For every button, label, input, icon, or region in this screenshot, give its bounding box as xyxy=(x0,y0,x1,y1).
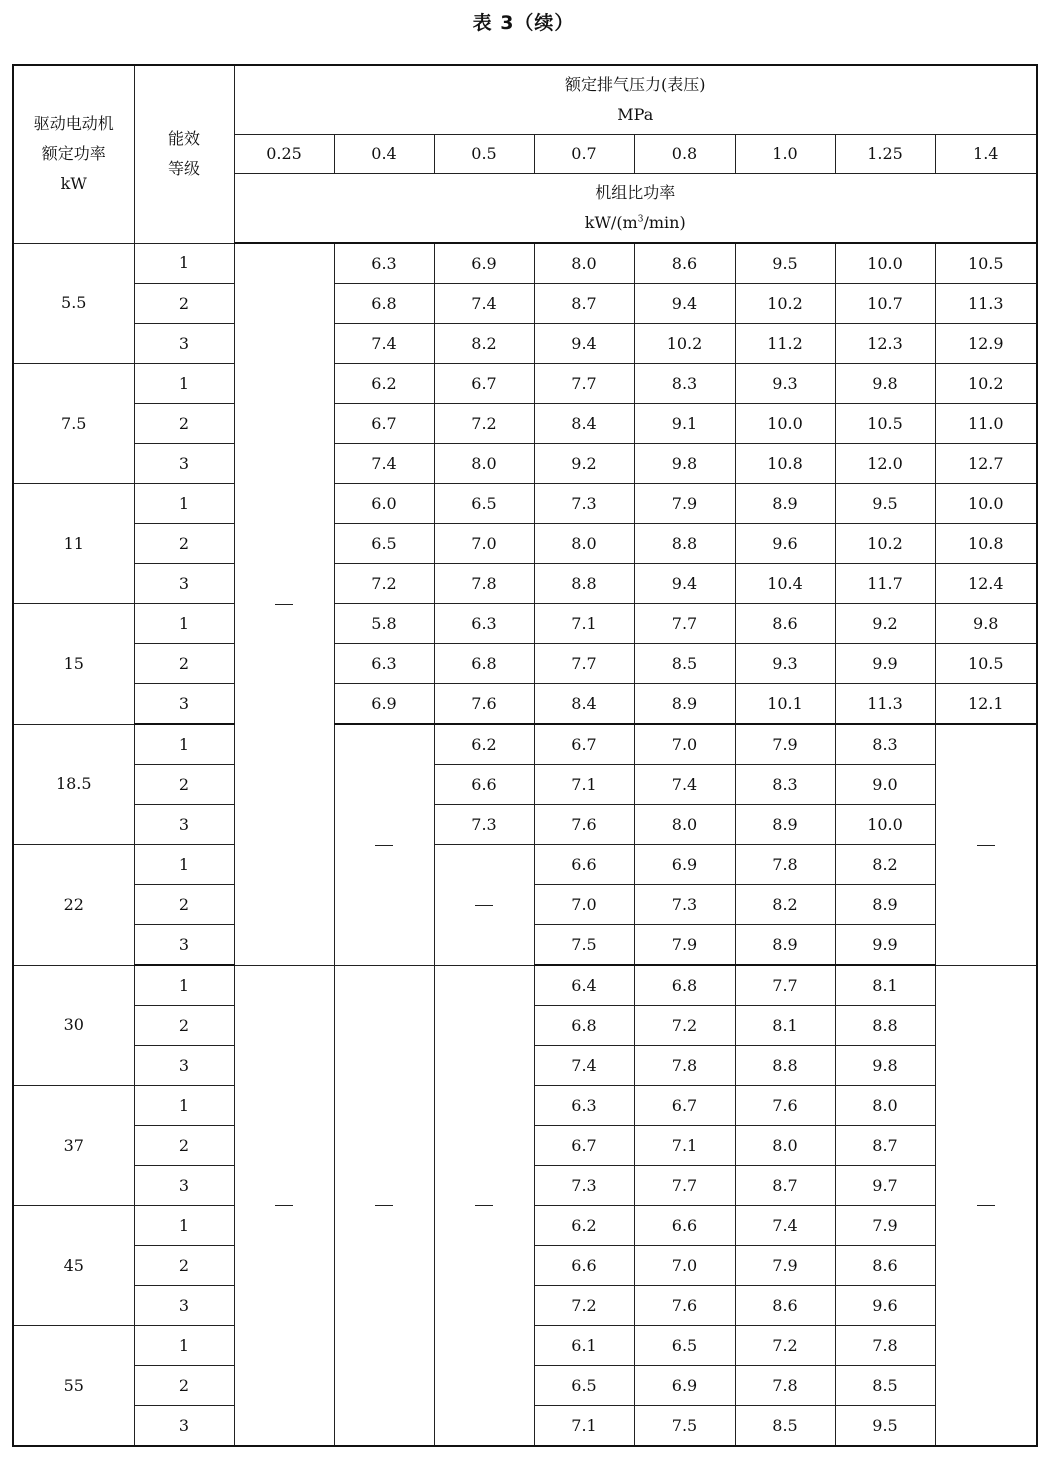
specific-power-value: 7.2 xyxy=(534,1286,634,1326)
specific-power-value: 6.3 xyxy=(534,1086,634,1126)
specific-power-value: 8.9 xyxy=(735,805,835,845)
specific-power-value: 8.7 xyxy=(735,1166,835,1206)
table-row xyxy=(13,524,1037,564)
specific-power-value: 6.5 xyxy=(434,484,534,524)
specific-power-value: 10.5 xyxy=(935,243,1037,284)
specific-power-value: 8.3 xyxy=(835,724,935,765)
not-applicable-cell xyxy=(434,845,534,966)
specific-power-value: 9.9 xyxy=(835,644,935,684)
dash-mark xyxy=(275,1205,293,1206)
table-row xyxy=(13,324,1037,364)
grade-cell: 3 xyxy=(134,925,234,966)
specific-power-value: 8.8 xyxy=(634,524,735,564)
pressure-column-header: 1.4 xyxy=(935,135,1037,174)
specific-power-value: 8.6 xyxy=(735,1286,835,1326)
specific-power-value: 10.1 xyxy=(735,684,835,725)
specific-power-value: 8.2 xyxy=(735,885,835,925)
specific-power-value: 8.8 xyxy=(735,1046,835,1086)
specific-power-value: 10.8 xyxy=(935,524,1037,564)
specific-power-value: 7.9 xyxy=(735,724,835,765)
pressure-column-header: 0.8 xyxy=(634,135,735,174)
specific-power-value: 12.9 xyxy=(935,324,1037,364)
grade-cell: 3 xyxy=(134,1286,234,1326)
specific-power-value: 8.1 xyxy=(735,1006,835,1046)
specific-power-value: 6.1 xyxy=(534,1326,634,1366)
motor-power-cell: 45 xyxy=(13,1206,134,1326)
specific-power-value: 8.5 xyxy=(835,1366,935,1406)
table-row xyxy=(13,604,1037,644)
dash-mark xyxy=(977,1205,995,1206)
specific-power-value: 6.7 xyxy=(334,404,434,444)
specific-power-value: 8.0 xyxy=(634,805,735,845)
dash-mark xyxy=(375,1205,393,1206)
specific-power-value: 10.0 xyxy=(735,404,835,444)
specific-power-value: 9.5 xyxy=(735,243,835,284)
specific-power-value: 7.4 xyxy=(334,444,434,484)
specific-power-value: 7.4 xyxy=(434,284,534,324)
pressure-column-header: 0.7 xyxy=(534,135,634,174)
table-row xyxy=(13,765,1037,805)
specific-power-value: 9.8 xyxy=(835,364,935,404)
specific-power-value: 6.3 xyxy=(334,644,434,684)
specific-power-value: 8.6 xyxy=(735,604,835,644)
grade-cell: 1 xyxy=(134,965,234,1006)
specific-power-value: 8.0 xyxy=(534,524,634,564)
not-applicable-cell xyxy=(234,965,334,1446)
pressure-column-header: 0.5 xyxy=(434,135,534,174)
table-row xyxy=(13,284,1037,324)
grade-cell: 1 xyxy=(134,364,234,404)
specific-power-unit: $kW/(m^3/\min)$ xyxy=(584,213,686,232)
specific-power-value: 6.6 xyxy=(534,1246,634,1286)
specific-power-value: 12.4 xyxy=(935,564,1037,604)
specific-power-value: 6.8 xyxy=(534,1006,634,1046)
specific-power-value: 8.7 xyxy=(534,284,634,324)
specific-power-value: 7.4 xyxy=(634,765,735,805)
specific-power-value: 9.2 xyxy=(534,444,634,484)
specific-power-value: 8.9 xyxy=(634,684,735,725)
table-row xyxy=(13,644,1037,684)
specific-power-value: 6.7 xyxy=(534,1126,634,1166)
specific-power-value: 8.9 xyxy=(835,885,935,925)
not-applicable-cell xyxy=(434,965,534,1446)
specific-power-value: 10.2 xyxy=(835,524,935,564)
specific-power-value: 8.4 xyxy=(534,404,634,444)
grade-cell: 2 xyxy=(134,1366,234,1406)
grade-cell: 2 xyxy=(134,885,234,925)
grade-cell: 2 xyxy=(134,524,234,564)
specific-power-value: 10.0 xyxy=(835,243,935,284)
specific-power-value: 7.0 xyxy=(634,1246,735,1286)
specific-power-value: 8.0 xyxy=(434,444,534,484)
pressure-column-header: 0.4 xyxy=(334,135,434,174)
specific-power-value: 6.2 xyxy=(434,724,534,765)
pressure-column-header: 0.25 xyxy=(234,135,334,174)
specific-power-value: 7.4 xyxy=(334,324,434,364)
specific-power-value: 7.2 xyxy=(634,1006,735,1046)
specific-power-value: 7.4 xyxy=(735,1206,835,1246)
specific-power-value: 11.2 xyxy=(735,324,835,364)
pressure-header-unit: MPa xyxy=(617,105,654,124)
specific-power-value: 9.8 xyxy=(935,604,1037,644)
specific-power-value: 8.9 xyxy=(735,925,835,966)
grade-cell: 2 xyxy=(134,765,234,805)
specific-power-value: 7.9 xyxy=(735,1246,835,1286)
specific-power-value: 8.8 xyxy=(835,1006,935,1046)
specific-power-value: 9.8 xyxy=(634,444,735,484)
specific-power-value: 7.4 xyxy=(534,1046,634,1086)
not-applicable-cell xyxy=(234,243,334,965)
grade-cell: 3 xyxy=(134,324,234,364)
grade-cell: 3 xyxy=(134,564,234,604)
specific-power-value: 10.5 xyxy=(835,404,935,444)
specific-power-value: 7.8 xyxy=(735,1366,835,1406)
specific-power-value: 7.1 xyxy=(534,1406,634,1447)
specific-power-value: 7.6 xyxy=(434,684,534,725)
specific-power-value: 10.7 xyxy=(835,284,935,324)
specific-power-value: 7.9 xyxy=(835,1206,935,1246)
specific-power-value: 7.3 xyxy=(434,805,534,845)
grade-cell: 1 xyxy=(134,243,234,284)
specific-power-value: 7.9 xyxy=(634,925,735,966)
grade-cell: 2 xyxy=(134,1126,234,1166)
motor-power-cell: 5.5 xyxy=(13,243,134,364)
specific-power-value: 7.0 xyxy=(534,885,634,925)
power-header xyxy=(13,65,134,243)
specific-power-value: 6.5 xyxy=(534,1366,634,1406)
grade-cell: 1 xyxy=(134,1206,234,1246)
grade-cell: 3 xyxy=(134,1166,234,1206)
specific-power-value: 10.5 xyxy=(935,644,1037,684)
specific-power-value: 9.8 xyxy=(835,1046,935,1086)
specific-power-value: 7.1 xyxy=(534,765,634,805)
specific-power-label: 机组比功率 xyxy=(595,182,676,202)
table-row xyxy=(13,243,1037,284)
table-row xyxy=(13,364,1037,404)
dash-mark xyxy=(475,1205,493,1206)
specific-power-value: 10.0 xyxy=(935,484,1037,524)
not-applicable-cell xyxy=(334,965,434,1446)
specific-power-value: 9.2 xyxy=(835,604,935,644)
specific-power-value: 6.9 xyxy=(434,243,534,284)
specific-power-value: 12.1 xyxy=(935,684,1037,725)
specific-power-value: 7.7 xyxy=(735,965,835,1006)
specific-power-value: 9.6 xyxy=(735,524,835,564)
specific-power-value: 6.5 xyxy=(634,1326,735,1366)
motor-power-cell: 7.5 xyxy=(13,364,134,484)
table-row xyxy=(13,805,1037,845)
not-applicable-cell xyxy=(334,724,434,965)
efficiency-table xyxy=(12,64,1038,1447)
table-row xyxy=(13,684,1037,725)
specific-power-value: 12.7 xyxy=(935,444,1037,484)
dash-mark xyxy=(375,845,393,846)
specific-power-value: 7.9 xyxy=(634,484,735,524)
specific-power-value: 8.0 xyxy=(735,1126,835,1166)
not-applicable-cell xyxy=(935,724,1037,965)
specific-power-value: 6.4 xyxy=(534,965,634,1006)
specific-power-value: 7.5 xyxy=(634,1406,735,1447)
motor-power-cell: 11 xyxy=(13,484,134,604)
power-header-line: 额定功率 xyxy=(41,144,106,164)
specific-power-value: 8.3 xyxy=(735,765,835,805)
specific-power-value: 7.8 xyxy=(735,845,835,885)
specific-power-value: 7.2 xyxy=(334,564,434,604)
specific-power-value: 7.3 xyxy=(534,484,634,524)
specific-power-value: 10.2 xyxy=(935,364,1037,404)
pressure-column-header: 1.25 xyxy=(835,135,935,174)
grade-cell: 2 xyxy=(134,1006,234,1046)
specific-power-value: 6.2 xyxy=(534,1206,634,1246)
grade-cell: 1 xyxy=(134,604,234,644)
specific-power-value: 10.4 xyxy=(735,564,835,604)
specific-power-value: 9.3 xyxy=(735,644,835,684)
specific-power-value: 7.8 xyxy=(634,1046,735,1086)
specific-power-value: 9.3 xyxy=(735,364,835,404)
grade-cell: 2 xyxy=(134,284,234,324)
specific-power-value: 9.0 xyxy=(835,765,935,805)
specific-power-value: 8.0 xyxy=(835,1086,935,1126)
specific-power-value: 7.5 xyxy=(534,925,634,966)
specific-power-value: 8.9 xyxy=(735,484,835,524)
specific-power-value: 6.9 xyxy=(634,1366,735,1406)
table-caption: 表 3（续） xyxy=(472,12,575,34)
specific-power-value: 6.6 xyxy=(434,765,534,805)
specific-power-value: 6.9 xyxy=(634,845,735,885)
specific-power-value: 6.6 xyxy=(634,1206,735,1246)
specific-power-value: 8.1 xyxy=(835,965,935,1006)
specific-power-value: 7.7 xyxy=(534,364,634,404)
grade-cell: 2 xyxy=(134,404,234,444)
specific-power-value: 8.3 xyxy=(634,364,735,404)
table-row xyxy=(13,484,1037,524)
table-row xyxy=(13,965,1037,1006)
specific-power-value: 6.3 xyxy=(434,604,534,644)
specific-power-value: 7.3 xyxy=(534,1166,634,1206)
specific-power-value: 11.7 xyxy=(835,564,935,604)
specific-power-value: 7.7 xyxy=(634,604,735,644)
grade-cell: 2 xyxy=(134,1246,234,1286)
specific-power-value: 7.0 xyxy=(434,524,534,564)
specific-power-value: 12.0 xyxy=(835,444,935,484)
specific-power-value: 6.9 xyxy=(334,684,434,725)
motor-power-cell: 55 xyxy=(13,1326,134,1447)
specific-power-value: 9.7 xyxy=(835,1166,935,1206)
table-row xyxy=(13,564,1037,604)
specific-power-value: 10.2 xyxy=(634,324,735,364)
specific-power-value: 6.2 xyxy=(334,364,434,404)
grade-cell: 3 xyxy=(134,444,234,484)
specific-power-value: 6.7 xyxy=(434,364,534,404)
specific-power-value: 8.0 xyxy=(534,243,634,284)
specific-power-value: 8.2 xyxy=(835,845,935,885)
specific-power-value: 8.7 xyxy=(835,1126,935,1166)
motor-power-cell: 22 xyxy=(13,845,134,966)
specific-power-value: 12.3 xyxy=(835,324,935,364)
motor-power-cell: 15 xyxy=(13,604,134,725)
specific-power-value: 7.1 xyxy=(534,604,634,644)
power-header-unit: kW xyxy=(60,174,87,194)
specific-power-value: 8.6 xyxy=(634,243,735,284)
specific-power-value: 6.0 xyxy=(334,484,434,524)
specific-power-value: 9.9 xyxy=(835,925,935,966)
specific-power-value: 5.8 xyxy=(334,604,434,644)
specific-power-value: 7.8 xyxy=(835,1326,935,1366)
specific-power-value: 6.7 xyxy=(534,724,634,765)
specific-power-value: 6.7 xyxy=(634,1086,735,1126)
specific-power-value: 11.3 xyxy=(835,684,935,725)
table-row xyxy=(13,444,1037,484)
power-header-line: 驱动电动机 xyxy=(33,113,114,133)
specific-power-value: 7.0 xyxy=(634,724,735,765)
pressure-header xyxy=(234,65,1037,135)
specific-power-value: 9.4 xyxy=(634,564,735,604)
specific-power-value: 8.4 xyxy=(534,684,634,725)
specific-power-value: 7.2 xyxy=(434,404,534,444)
specific-power-value: 8.5 xyxy=(735,1406,835,1447)
table-row xyxy=(13,845,1037,885)
grade-cell: 1 xyxy=(134,484,234,524)
specific-power-value: 9.5 xyxy=(835,484,935,524)
grade-header-line: 能效 xyxy=(167,128,200,148)
specific-power-value: 10.8 xyxy=(735,444,835,484)
specific-power-value: 6.8 xyxy=(434,644,534,684)
pressure-column-header: 1.0 xyxy=(735,135,835,174)
grade-cell: 3 xyxy=(134,805,234,845)
specific-power-value: 7.2 xyxy=(735,1326,835,1366)
specific-power-value: 10.0 xyxy=(835,805,935,845)
specific-power-value: 7.7 xyxy=(634,1166,735,1206)
specific-power-value: 6.8 xyxy=(334,284,434,324)
specific-power-value: 10.2 xyxy=(735,284,835,324)
dash-mark xyxy=(275,604,293,605)
motor-power-cell: 18.5 xyxy=(13,724,134,845)
specific-power-value: 7.6 xyxy=(534,805,634,845)
grade-header xyxy=(134,65,234,243)
specific-power-value: 9.4 xyxy=(534,324,634,364)
specific-power-value: 11.0 xyxy=(935,404,1037,444)
specific-power-value: 8.8 xyxy=(534,564,634,604)
specific-power-value: 9.4 xyxy=(634,284,735,324)
specific-power-header xyxy=(234,174,1037,244)
grade-cell: 1 xyxy=(134,1086,234,1126)
grade-cell: 1 xyxy=(134,1326,234,1366)
grade-cell: 3 xyxy=(134,1406,234,1447)
dash-mark xyxy=(475,905,493,906)
specific-power-value: 8.2 xyxy=(434,324,534,364)
grade-cell: 3 xyxy=(134,1046,234,1086)
table-row xyxy=(13,404,1037,444)
specific-power-value: 9.6 xyxy=(835,1286,935,1326)
motor-power-cell: 37 xyxy=(13,1086,134,1206)
specific-power-value: 7.6 xyxy=(634,1286,735,1326)
specific-power-value: 7.6 xyxy=(735,1086,835,1126)
grade-header-line: 等级 xyxy=(167,159,200,179)
motor-power-cell: 30 xyxy=(13,965,134,1086)
specific-power-value: 6.5 xyxy=(334,524,434,564)
not-applicable-cell xyxy=(935,965,1037,1446)
specific-power-value: 7.7 xyxy=(534,644,634,684)
specific-power-value: 7.1 xyxy=(634,1126,735,1166)
specific-power-value: 9.5 xyxy=(835,1406,935,1447)
grade-cell: 1 xyxy=(134,724,234,765)
specific-power-value: 8.6 xyxy=(835,1246,935,1286)
grade-cell: 1 xyxy=(134,845,234,885)
specific-power-value: 9.1 xyxy=(634,404,735,444)
specific-power-value: 11.3 xyxy=(935,284,1037,324)
pressure-header-label: 额定排气压力(表压) xyxy=(565,74,706,94)
table-row xyxy=(13,724,1037,765)
specific-power-value: 6.3 xyxy=(334,243,434,284)
specific-power-value: 6.8 xyxy=(634,965,735,1006)
grade-cell: 3 xyxy=(134,684,234,725)
dash-mark xyxy=(977,845,995,846)
specific-power-value: 7.3 xyxy=(634,885,735,925)
specific-power-value: 6.6 xyxy=(534,845,634,885)
grade-cell: 2 xyxy=(134,644,234,684)
specific-power-value: 7.8 xyxy=(434,564,534,604)
specific-power-value: 8.5 xyxy=(634,644,735,684)
